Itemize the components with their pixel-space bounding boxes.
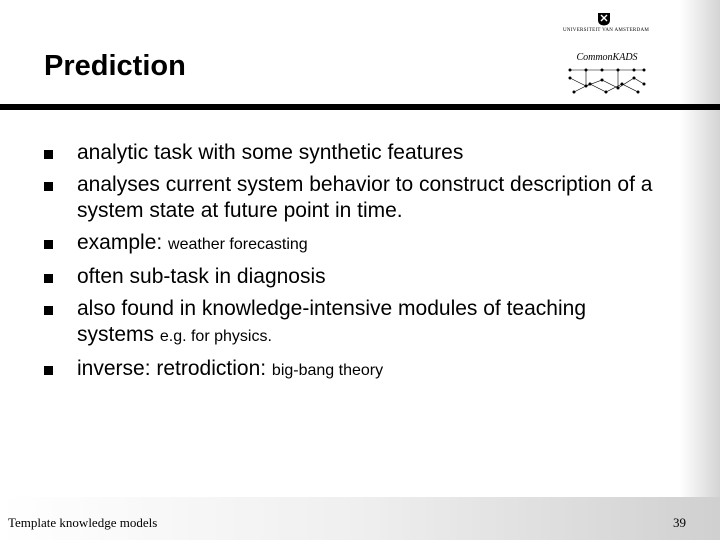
bullet-text: also found in knowledge-intensive modules of teaching systems	[77, 297, 586, 346]
bullet-text: analytic task with some synthetic features	[77, 141, 464, 164]
bullet-detail: weather forecasting	[168, 236, 308, 253]
bullet-item	[44, 296, 664, 350]
right-edge-shade	[680, 0, 720, 540]
bullet-list	[44, 140, 664, 390]
bullet-text: inverse: retrodiction:	[77, 357, 272, 380]
square-bullet-icon	[44, 366, 53, 375]
bullet-text: example:	[77, 231, 169, 254]
bullet-item	[44, 264, 664, 290]
bullet-item	[44, 356, 664, 384]
bullet-text: often sub-task in diagnosis	[77, 265, 326, 288]
square-bullet-icon	[44, 182, 53, 191]
bullet-detail: big-bang theory	[271, 362, 384, 379]
square-bullet-icon	[44, 240, 53, 249]
square-bullet-icon	[44, 306, 53, 315]
university-crest-icon	[597, 12, 611, 26]
bullet-item	[44, 140, 664, 166]
university-name: UNIVERSITEIT VAN AMSTERDAM	[563, 28, 650, 33]
commonkads-network-icon	[566, 64, 648, 98]
title-divider	[0, 104, 720, 110]
bullet-item	[44, 172, 664, 224]
bullet-detail: e.g. for physics.	[159, 328, 272, 345]
commonkads-logo	[566, 52, 648, 98]
bullet-text: analyses current system behavior to construct description of a system state at future point in time.	[77, 173, 653, 222]
commonkads-name: CommonKADS	[576, 52, 638, 63]
bullet-item	[44, 230, 664, 258]
slide-title: Prediction	[44, 50, 186, 82]
page-number: 39	[673, 515, 686, 530]
footer-title: Template knowledge models	[8, 515, 158, 530]
university-logo	[563, 12, 650, 40]
square-bullet-icon	[44, 150, 53, 159]
square-bullet-icon	[44, 274, 53, 283]
